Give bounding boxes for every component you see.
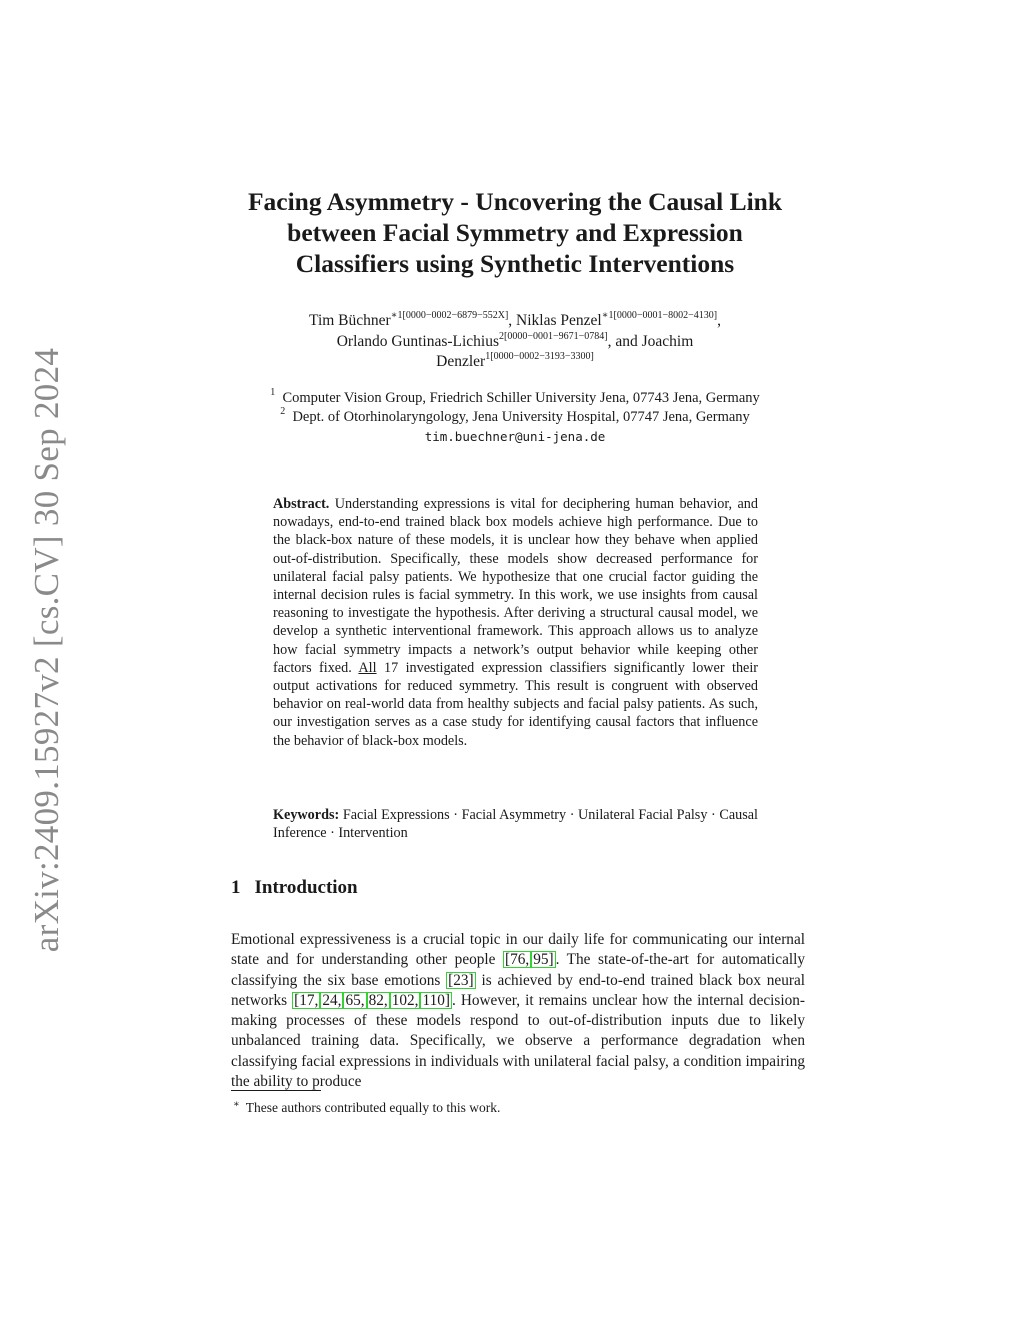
citation-link[interactable]: 82, [368, 991, 388, 1009]
citation-link[interactable]: [76, [504, 951, 530, 969]
author-separator: , [717, 312, 721, 329]
body-text: is achieved by end-to-end trained black box neural networks [231, 971, 806, 1009]
arxiv-sidebar-stamp [24, 347, 70, 953]
footnote-mark: ∗ [233, 1099, 240, 1110]
affiliation-number: 2 [280, 406, 286, 417]
affiliation-text: Computer Vision Group, Friedrich Schiller University Jena, 07743 Jena, Germany [282, 390, 760, 406]
author-line-3 [232, 352, 798, 373]
body-text: . The state-of-the-art for automatically classifying the six base emotions [231, 951, 806, 989]
keywords [273, 806, 758, 842]
citation-link[interactable]: 65, [345, 991, 365, 1009]
abstract-underlined-word: All [358, 659, 377, 676]
section-number: 1 [231, 877, 241, 898]
author-orcid: ∗1[0000−0001−8002−4130] [601, 310, 718, 321]
keywords-text: Facial Expressions · Facial Asymmetry · Unilateral Facial Palsy · Causal Inference · Intervention [273, 807, 758, 842]
title-line-2: between Facial Symmetry and Expression [287, 218, 743, 247]
author-line-2 [232, 332, 798, 353]
section-title: Introduction [254, 877, 358, 898]
abstract-text: 17 investigated expression classifiers significantly lower their output activations for reduced symmetry. This result is congruent with observed behavior on real-world data from healthy subjects and facial palsy patients. As such, our investigation serves as a case study for identifying causal factors that influence the behavior of black-box models. [273, 659, 759, 749]
affiliation-text: Dept. of Otorhinolaryngology, Jena University Hospital, 07747 Jena, Germany [292, 409, 750, 425]
abstract-label: Abstract. [273, 496, 330, 512]
author-line-1 [232, 311, 798, 332]
author-separator: , Niklas Penzel [508, 312, 602, 329]
abstract-text: Understanding expressions is vital for deciphering human behavior, and nowadays, end-to-end trained black box models achieve high performance. Due to the black-box nature of these models, it is unclear how they behave when applied out-of-distribution. Specifically, these models show decreased performance for unilateral facial palsy patients. We hypothesize that one crucial factor guiding the internal decision rules is facial symmetry. In this work, we use insights from causal reasoning to investigate the hypothesis. After deriving a structural causal model, we develop a synthetic interventional framework. This approach allows us to analyze how facial symmetry impacts a network’s output behavior while keeping other factors fixed. [273, 496, 758, 676]
author-orcid: ∗1[0000−0002−6879−552X] [390, 310, 509, 321]
citation-link[interactable]: 95] [533, 951, 554, 969]
author-separator: , and Joachim [607, 332, 694, 350]
author-orcid: 2[0000−0001−9671−0784] [499, 330, 608, 342]
body-text: Emotional expressiveness is a crucial topic in our daily life for communicating our internal state and for understanding other people [231, 931, 805, 969]
abstract [273, 495, 758, 750]
citation-link[interactable]: 110] [422, 991, 450, 1009]
intro-paragraph [231, 930, 805, 1092]
title-line-1: Facing Asymmetry - Uncovering the Causal Link [247, 187, 783, 216]
citation-link[interactable]: 102, [391, 991, 419, 1009]
section-heading [231, 877, 358, 899]
citation-link[interactable]: [17, [294, 991, 319, 1009]
affiliations [222, 389, 808, 446]
footnote-text: These authors contributed equally to this work. [245, 1100, 501, 1115]
contact-email[interactable]: tim.buechner@uni-jena.de [424, 429, 606, 444]
author-name: Tim Büchner [309, 312, 391, 329]
arxiv-identifier: arXiv:2409.15927v2 [cs.CV] 30 Sep 2024 [27, 347, 66, 953]
body-text: . However, it remains unclear how the internal decision-making processes of these models respond to out-of-distribution inputs due to likely unbalanced training data. Specifically, we observe a performance degradation when classifying facial expressions in individuals with unilateral facial palsy, a condition impairing the ability to produce [231, 991, 805, 1091]
citation-link[interactable]: [23] [448, 971, 474, 989]
citation-link[interactable]: 24, [322, 991, 342, 1009]
footnote-divider [231, 1090, 321, 1091]
author-orcid: 1[0000−0002−3193−3300] [485, 351, 594, 362]
author-name: Denzler [436, 353, 486, 370]
footnote [231, 1096, 805, 1116]
affiliation-1 [222, 389, 808, 408]
keywords-label: Keywords: [273, 807, 340, 823]
affiliation-2 [222, 408, 808, 427]
author-list [232, 311, 798, 373]
paper-title [222, 186, 808, 279]
title-line-3: Classifiers using Synthetic Interventions [295, 249, 735, 278]
affiliation-number: 1 [270, 387, 276, 398]
author-name: Orlando Guntinas-Lichius [336, 332, 500, 350]
